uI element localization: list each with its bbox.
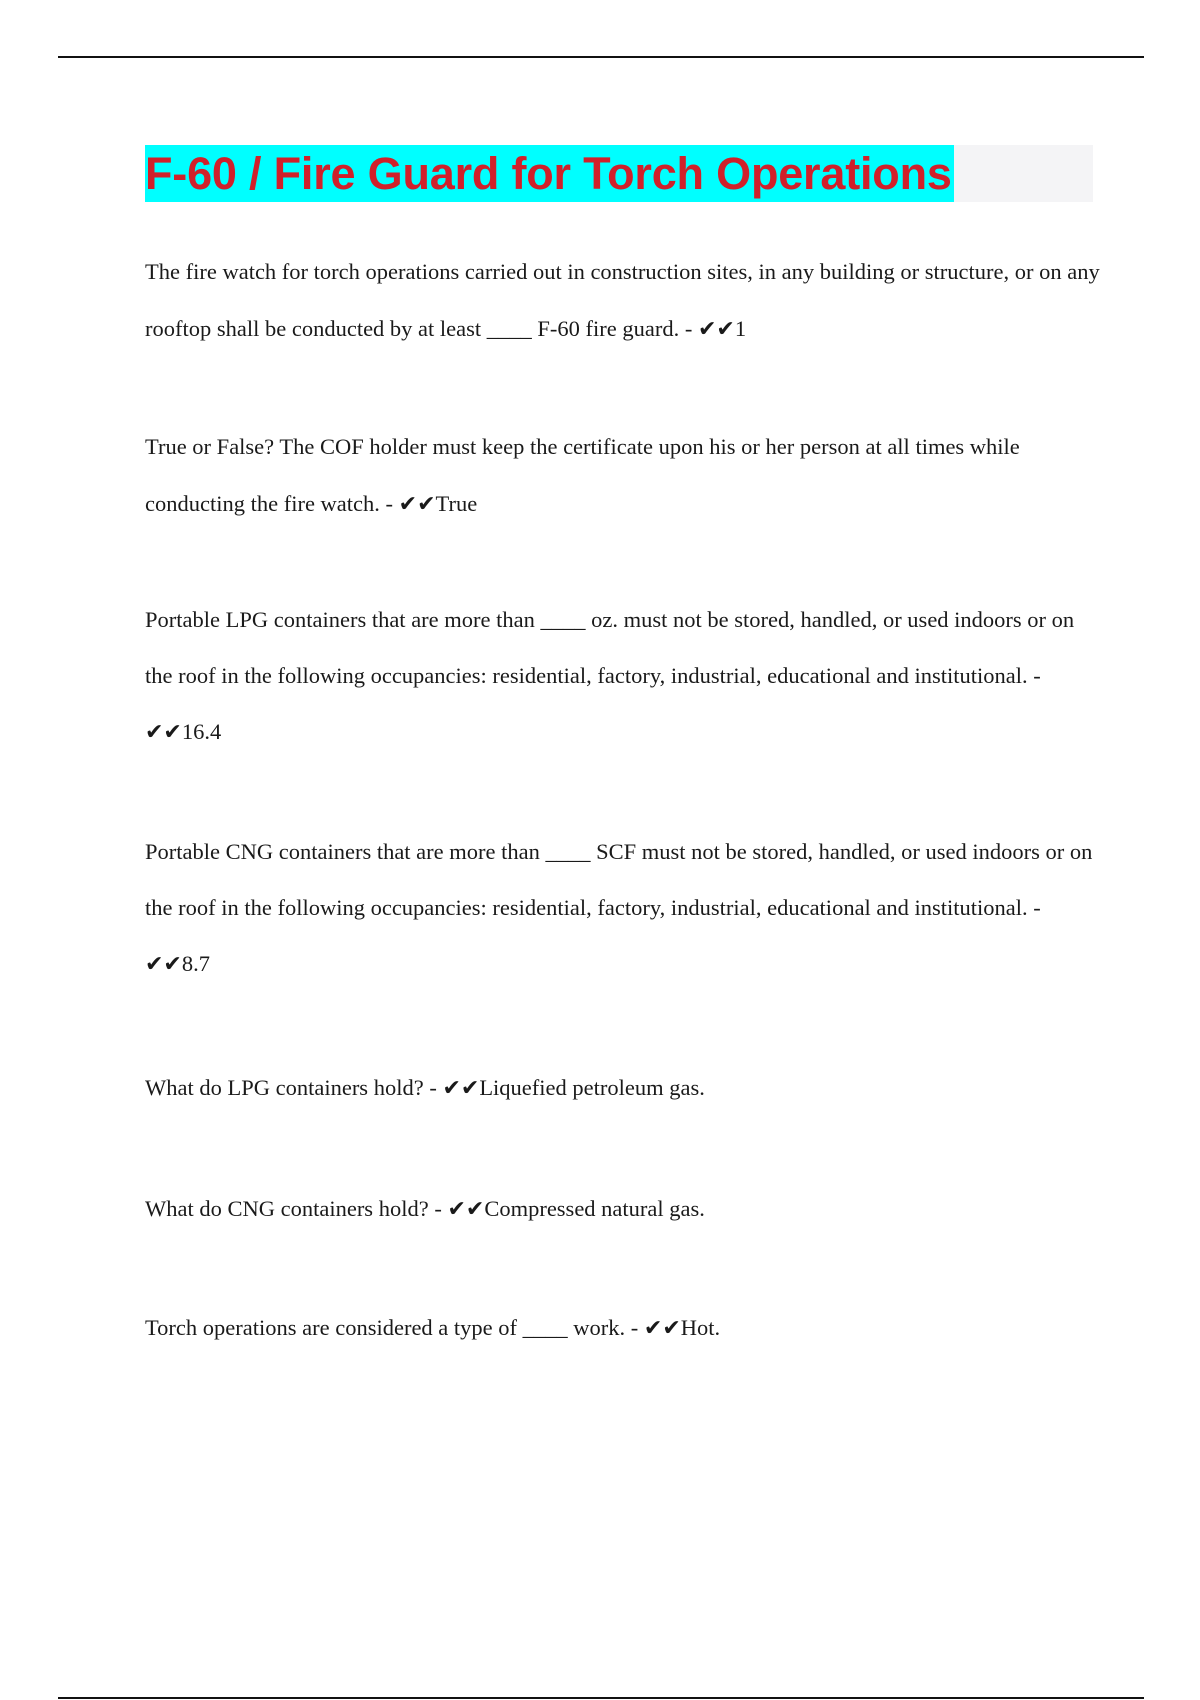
- separator: -: [423, 1075, 443, 1100]
- double-check-icon: ✔✔: [643, 1316, 681, 1341]
- double-check-icon: ✔✔: [145, 952, 182, 977]
- double-check-icon: ✔✔: [398, 492, 436, 517]
- question-text: Torch operations are considered a type of ____ work.: [145, 1315, 626, 1340]
- qa-item: [145, 824, 1100, 993]
- bottom-rule: [58, 1697, 1144, 1699]
- double-check-icon: ✔✔: [145, 720, 182, 745]
- separator: -: [428, 1196, 448, 1221]
- qa-item: [145, 1059, 1100, 1117]
- qa-item: [145, 418, 1100, 533]
- answer-text: 16.4: [181, 719, 222, 744]
- answer-text: 1: [734, 316, 747, 341]
- title-banner: [145, 145, 1093, 202]
- double-check-icon: ✔✔: [697, 317, 735, 342]
- separator: -: [1027, 895, 1041, 920]
- answer-text: Liquefied petroleum gas.: [479, 1075, 705, 1100]
- qa-item: [145, 1299, 1100, 1357]
- separator: -: [379, 491, 399, 516]
- answer-text: Compressed natural gas.: [484, 1196, 705, 1221]
- question-text: What do CNG containers hold?: [145, 1196, 429, 1221]
- qa-item: [145, 243, 1100, 358]
- qa-item: [145, 592, 1100, 761]
- question-text: Portable CNG containers that are more than ____ SCF must not be stored, handled, or used indoors or on the roof in the following occupancies: residential, factory, industrial, educational and institutional.: [145, 839, 1093, 920]
- question-text: The fire watch for torch operations carried out in construction sites, in any building or structure, or on any rooftop shall be conducted by at least ____ F-60 fire guard.: [145, 259, 1100, 341]
- top-rule: [58, 56, 1144, 58]
- answer-text: Hot.: [680, 1315, 721, 1340]
- separator: -: [625, 1315, 644, 1340]
- page-title: F-60 / Fire Guard for Torch Operations: [145, 145, 954, 202]
- question-text: True or False? The COF holder must keep the certificate upon his or her person at all times while conducting the fire watch.: [145, 434, 1020, 516]
- question-text: Portable LPG containers that are more than ____ oz. must not be stored, handled, or used indoors or on the roof in the following occupancies: residential, factory, industrial, educational and institutional.: [145, 607, 1075, 688]
- answer-text: 8.7: [181, 951, 210, 976]
- answer-text: True: [435, 491, 478, 516]
- question-text: What do LPG containers hold?: [145, 1075, 424, 1100]
- separator: -: [1027, 663, 1041, 688]
- double-check-icon: ✔✔: [447, 1197, 485, 1222]
- separator: -: [679, 316, 698, 341]
- double-check-icon: ✔✔: [442, 1076, 480, 1101]
- qa-item: [145, 1180, 1100, 1238]
